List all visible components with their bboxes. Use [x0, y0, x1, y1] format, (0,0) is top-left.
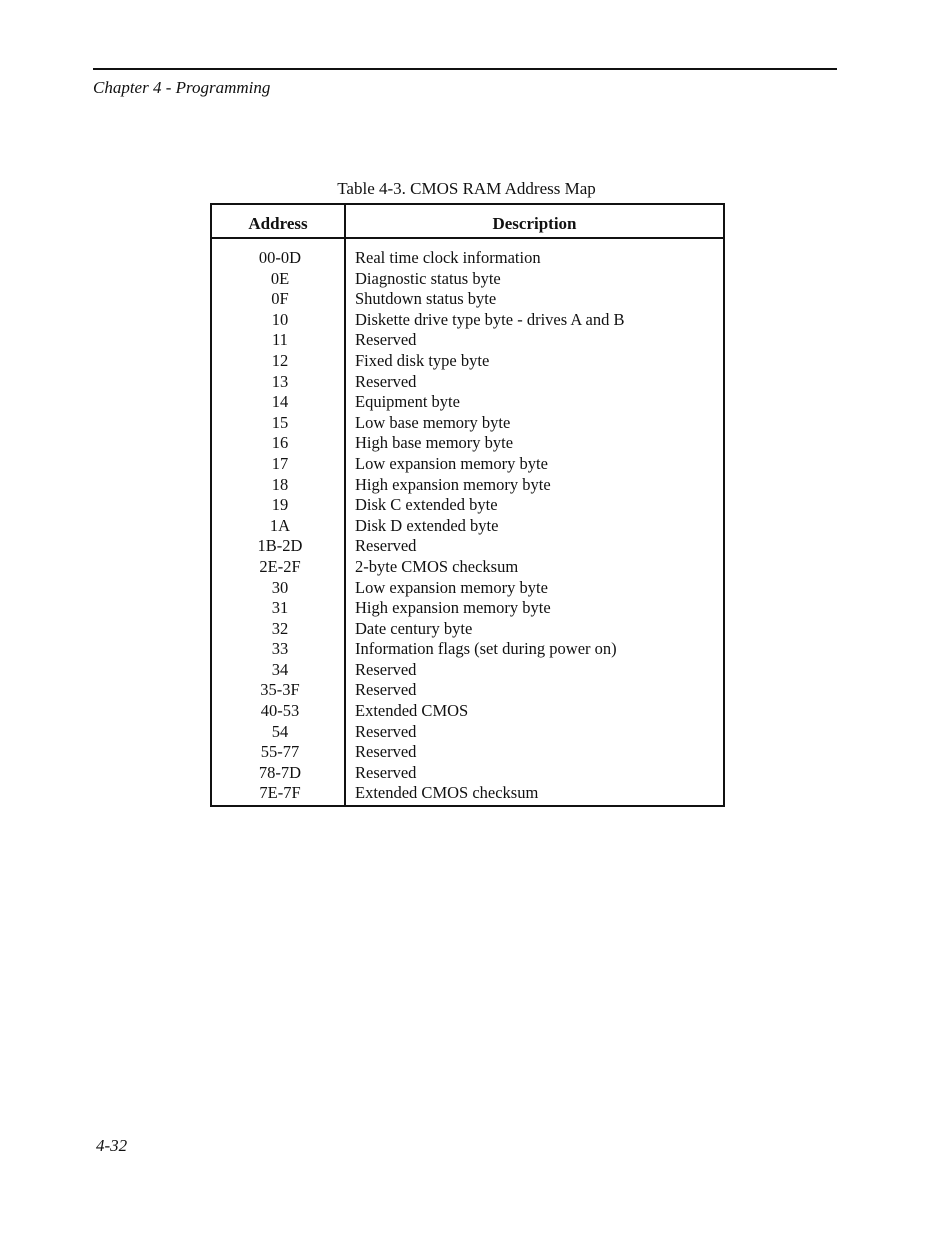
- description-cell: Shutdown status byte: [355, 289, 497, 309]
- table-row: [212, 598, 723, 619]
- header-divider: [212, 237, 723, 239]
- description-cell: Reserved: [355, 330, 417, 350]
- description-cell: Information flags (set during power on): [355, 639, 617, 659]
- table-row: [212, 742, 723, 763]
- description-cell: Extended CMOS: [355, 701, 469, 721]
- description-cell: Disk C extended byte: [355, 495, 498, 515]
- table-row: [212, 557, 723, 578]
- description-cell: Extended CMOS checksum: [355, 783, 539, 803]
- description-cell: High expansion memory byte: [355, 598, 551, 618]
- table-row: [212, 475, 723, 496]
- table-row: [212, 701, 723, 722]
- address-cell: 11: [272, 330, 288, 350]
- table-row: [212, 536, 723, 557]
- description-cell: Reserved: [355, 536, 417, 556]
- address-cell: 00-0D: [258, 248, 302, 267]
- address-cell: 31: [271, 598, 289, 618]
- address-cell: 18: [271, 474, 289, 494]
- address-cell: 13: [271, 371, 289, 391]
- table-row: [212, 330, 723, 351]
- table-row: [212, 351, 723, 372]
- address-cell: 12: [271, 350, 289, 370]
- address-cell: 16: [271, 433, 289, 453]
- description-cell: Diagnostic status byte: [355, 268, 501, 288]
- address-cell: 7E-7F: [259, 783, 301, 803]
- description-cell: High expansion memory byte: [355, 474, 551, 494]
- header-rule: [93, 68, 837, 70]
- column-header-address: Address: [248, 214, 308, 233]
- description-cell: Date century byte: [355, 618, 473, 638]
- table-row: [212, 310, 723, 331]
- address-cell: 15: [271, 412, 289, 432]
- column-header-description: Description: [492, 214, 577, 233]
- table-row: [212, 413, 723, 434]
- table-row: [212, 269, 723, 290]
- address-cell: 78-7D: [258, 762, 302, 782]
- table-row: [212, 783, 723, 804]
- description-cell: Low base memory byte: [355, 412, 511, 432]
- description-cell: 2-byte CMOS checksum: [355, 556, 519, 576]
- description-cell: Reserved: [355, 371, 417, 391]
- table-body: [212, 248, 723, 804]
- table-row: [212, 392, 723, 413]
- address-cell: 10: [271, 309, 289, 329]
- running-head: Chapter 4 - Programming: [93, 78, 271, 97]
- address-cell: 55-77: [260, 742, 300, 762]
- table-row: [212, 372, 723, 393]
- table-row: [212, 660, 723, 681]
- table-row: [212, 722, 723, 743]
- page-number: 4-32: [96, 1136, 128, 1155]
- address-cell: 0E: [270, 268, 290, 288]
- description-cell: Low expansion memory byte: [355, 577, 548, 597]
- description-cell: Real time clock information: [355, 248, 541, 267]
- address-cell: 1B-2D: [257, 536, 303, 556]
- address-cell: 19: [271, 495, 289, 515]
- description-cell: Reserved: [355, 680, 417, 700]
- table-row: [212, 433, 723, 454]
- address-cell: 30: [271, 577, 289, 597]
- address-cell: 1A: [269, 515, 291, 535]
- table-row: [212, 516, 723, 537]
- address-cell: 32: [271, 618, 289, 638]
- table-row: [212, 680, 723, 701]
- address-cell: 17: [271, 453, 289, 473]
- description-cell: Reserved: [355, 762, 417, 782]
- description-cell: High base memory byte: [355, 433, 514, 453]
- description-cell: Fixed disk type byte: [355, 350, 490, 370]
- description-cell: Equipment byte: [355, 392, 460, 412]
- address-cell: 33: [271, 639, 289, 659]
- table-row: [212, 619, 723, 640]
- description-cell: Reserved: [355, 659, 417, 679]
- table-row: [212, 454, 723, 475]
- table-row: [212, 639, 723, 660]
- table-row: [212, 495, 723, 516]
- address-cell: 40-53: [260, 701, 300, 721]
- address-cell: 2E-2F: [259, 556, 301, 576]
- cmos-address-table: [210, 203, 725, 807]
- table-row: [212, 578, 723, 599]
- address-cell: 35-3F: [260, 680, 300, 700]
- table-row: [212, 248, 723, 269]
- description-cell: Reserved: [355, 721, 417, 741]
- table-caption: Table 4-3. CMOS RAM Address Map: [337, 179, 596, 198]
- address-cell: 34: [271, 659, 289, 679]
- address-cell: 14: [271, 392, 289, 412]
- description-cell: Diskette drive type byte - drives A and B: [355, 309, 625, 329]
- table-row: [212, 289, 723, 310]
- address-cell: 54: [271, 721, 289, 741]
- description-cell: Reserved: [355, 742, 417, 762]
- description-cell: Low expansion memory byte: [355, 453, 548, 473]
- description-cell: Disk D extended byte: [355, 515, 499, 535]
- table-row: [212, 763, 723, 784]
- address-cell: 0F: [271, 289, 289, 309]
